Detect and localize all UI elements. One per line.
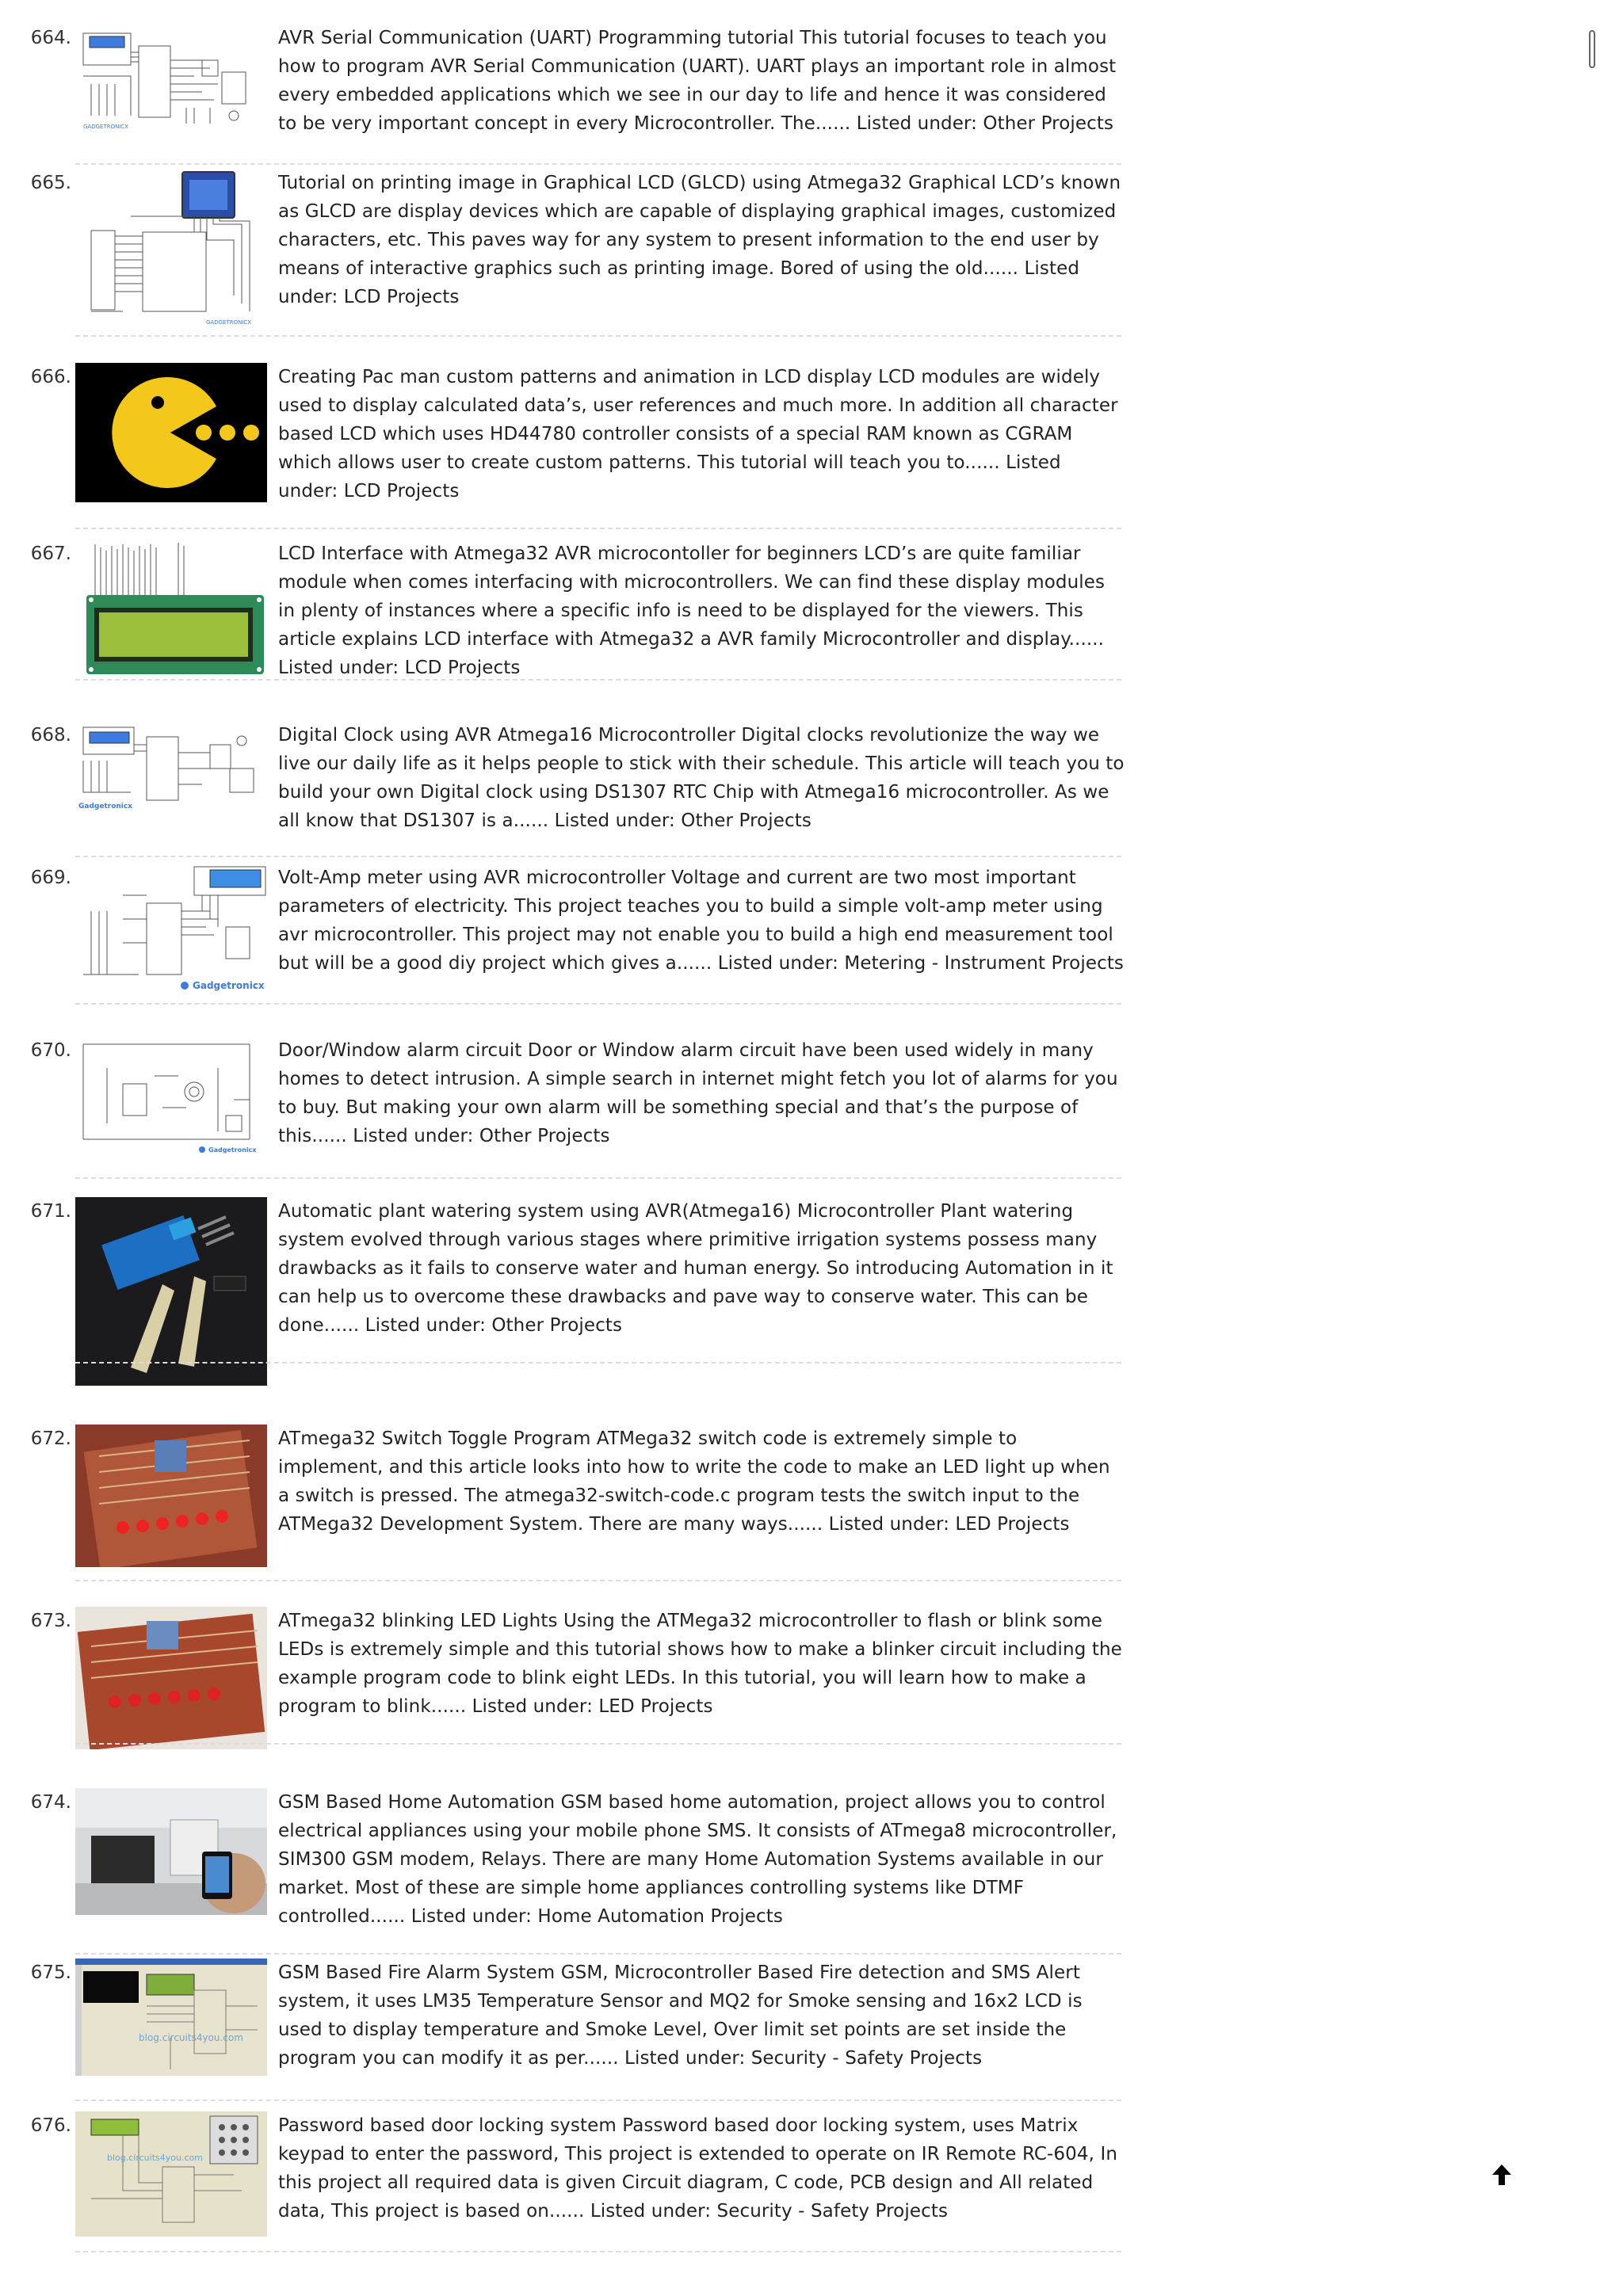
list-item [0,1425,1125,1583]
svg-text:GADGETRONICX: GADGETRONICX [83,124,129,130]
list-item [0,1036,1125,1179]
item-number: 664. [30,28,71,48]
item-thumbnail[interactable] [75,1036,267,1157]
separator [75,1177,1121,1179]
thumb-caption: blog.circuits4you.com [107,2153,203,2163]
item-number: 669. [30,868,71,888]
separator [75,1580,1121,1581]
list-item [0,24,1125,143]
item-description: GSM Based Fire Alarm System GSM, Microcontroller Based Fire detection and SMS Alert system, it uses LM35 Temperature Sensor and MQ2 for Smoke sensing and 16x2 LCD is used to display temperature and Smoke Level, Over limit set points are set inside the program you can modify it as per...... Listed under: Security - Safety Projects [278,1962,1083,2069]
item-number: 667. [30,543,71,564]
list-item [0,1788,1125,1947]
list-item [0,169,1125,335]
item-number: 675. [30,1962,71,1983]
back-to-top-button[interactable] [1488,2161,1515,2188]
schematic-image [75,721,267,814]
separator [75,2251,1121,2252]
thumb-caption: blog.circuits4you.com [139,2032,243,2043]
item-number: 671. [30,1201,71,1222]
led-board-image [75,1607,267,1749]
item-number: 665. [30,173,71,193]
separator [75,1953,1121,1955]
separator [75,1362,1121,1363]
separator [75,528,1121,529]
item-description: LCD Interface with Atmega32 AVR microcontoller for beginners LCD’s are quite familiar module when comes interfacing with microcontrollers. We can find these display modules in plenty of instances where a specific info is need to be displayed for the viewers. This article explains LCD interface with Atmega32 a AVR family Microcontroller and display...... Listed under: LCD Projects [278,543,1106,678]
item-thumbnail[interactable] [75,1958,267,2076]
item-description: GSM Based Home Automation GSM based home automation, project allows you to control electrical appliances using your mobile phone SMS. It consists of ATmega8 microcontroller, SIM300 GSM modem, Relays. There are many Home Automation Systems available in our market. Most of these are simple home appliances controlling systems like DTMF controlled...... Listed under: Home Automation Projects [278,1792,1117,1927]
led-board-image [75,1425,267,1567]
schematic-image [75,1036,267,1157]
item-number: 674. [30,1792,71,1813]
item-description: Creating Pac man custom patterns and animation in LCD display LCD modules are widely used to display calculated data’s, user references and much more. In addition all character based LCD which uses HD44780 controller consists of a special RAM known as CGRAM which allows user to create custom patterns. This tutorial will teach you to...... Listed under: LCD Projects [278,367,1118,502]
home-automation-image [75,1788,267,1915]
item-thumbnail[interactable] [75,1788,267,1915]
separator [75,856,1121,857]
separator [75,679,1121,681]
list-item [0,540,1125,690]
item-description: Digital Clock using AVR Atmega16 Microcontroller Digital clocks revolutionize the way we live our daily life as it helps people to stick with their schedule. This article will teach you to build your own Digital clock using DS1307 RTC Chip with Atmega16 microcontroller. As we all know that DS1307 is a...... Listed under: Other Projects [278,725,1125,831]
arrow-up-icon [1491,2164,1512,2186]
item-thumbnail[interactable] [75,363,267,502]
item-thumbnail[interactable] [75,29,267,133]
schematic-image [75,169,267,327]
schematic-image [75,864,267,994]
item-number: 672. [30,1428,71,1449]
separator [75,1003,1121,1005]
list-item [0,2111,1125,2254]
item-description: Door/Window alarm circuit Door or Window alarm circuit have been used widely in many homes to detect intrusion. A simple search in internet might fetch you lot of alarms for you to buy. But making your own alarm will be something special and that’s the purpose of this...... Listed under: Other Projects [278,1040,1118,1146]
item-number: 670. [30,1040,71,1061]
item-description: AVR Serial Communication (UART) Programming tutorial This tutorial focuses to teach you how to program AVR Serial Communication (UART). UART plays an important role in almost every embedded applications which we see in our day to life and hence it was considered to be very important concept in every Microcontroller. The...... Listed under: Other Projects [278,28,1117,134]
list-item [0,721,1125,856]
item-number: 676. [30,2115,71,2136]
item-description: Automatic plant watering system using AVR(Atmega16) Microcontroller Plant watering system evolved through various stages where primitive irrigation systems possess many drawbacks as it fails to conserve water and human energy. So introducing Automation in it can help us to overcome these drawbacks and pave way to conserve water. This can be done...... Listed under: Other Projects [278,1201,1113,1336]
item-thumbnail[interactable] [75,1607,267,1749]
item-description: Tutorial on printing image in Graphical LCD (GLCD) using Atmega32 Graphical LCD’s known as GLCD are display devices which are capable of displaying graphical images, customized characters, etc. This paves way for any system to present information to the end user by means of interactive graphics such as printing image. Bored of using the old...... Listed under: LCD Projects [278,173,1121,307]
item-thumbnail[interactable] [75,2111,267,2237]
item-number: 666. [30,367,71,387]
pacman-image [75,363,267,502]
item-number: 673. [30,1611,71,1631]
separator [75,1743,1121,1745]
list-item [0,1607,1125,1765]
list-item [0,864,1125,1006]
item-thumbnail[interactable] [75,1197,267,1386]
item-description: Password based door locking system Password based door locking system, uses Matrix keypad to enter the password, This project is extended to operate on IR Remote RC-604, In this project all required data is given Circuit diagram, C code, PCB design and All related data, This project is based on...... Listed under: Security - Safety Projects [278,2115,1118,2222]
list-item [0,1958,1125,2109]
item-description: Volt-Amp meter using AVR microcontroller Voltage and current are two most important parameters of electricity. This project teaches you to build a simple volt-amp meter using avr microcontroller. This project may not enable you to build a high end measurement tool but will be a good diy project which gives a...... Listed under: Metering - Instrument Projects [278,868,1125,974]
soil-sensor-image [75,1197,267,1386]
item-thumbnail[interactable] [75,169,267,327]
item-thumbnail[interactable] [75,864,267,994]
separator [75,2100,1121,2101]
scroll-indicator-icon[interactable] [1589,30,1595,68]
item-thumbnail[interactable] [75,540,267,684]
list-item [0,1197,1125,1395]
separator [75,163,1121,165]
schematic-image [75,29,267,133]
svg-text:GADGETRONICX: GADGETRONICX [206,319,252,326]
item-description: ATmega32 blinking LED Lights Using the ATMega32 microcontroller to flash or blink some LEDs is extremely simple and this tutorial shows how to make a blinker circuit including the example program code to blink eight LEDs. In this tutorial, you will learn how to make a program to blink...... Listed under: LED Projects [278,1611,1122,1717]
proteus-image [75,2111,267,2237]
item-thumbnail[interactable] [75,1425,267,1567]
item-thumbnail[interactable] [75,721,267,814]
separator [75,335,1121,337]
item-number: 668. [30,725,71,746]
proteus-image [75,1958,267,2076]
lcd-module-image [75,540,267,684]
thumb-caption: Gadgetronicx [78,803,133,810]
list-item [0,363,1125,529]
thumb-caption: Gadgetronicx [193,980,265,991]
item-description: ATmega32 Switch Toggle Program ATMega32 switch code is extremely simple to implement, and this article looks into how to write the code to make an LED light up when a switch is pressed. The atmega32-switch-code.c program tests the switch input to the ATMega32 Development System. There are many ways...... Listed under: LED Projects [278,1428,1110,1535]
thumb-caption: Gadgetronicx [208,1146,257,1154]
